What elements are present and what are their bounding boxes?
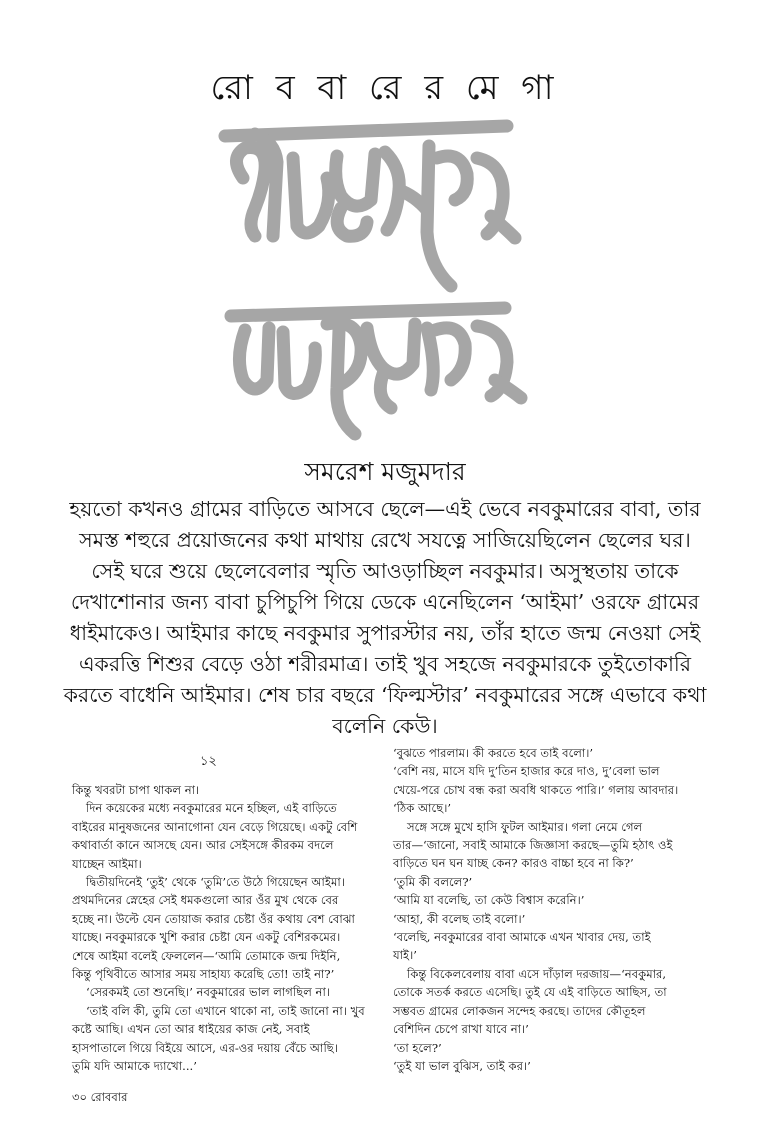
- body-line: যাচ্ছে। নবকুমারকে খুশি করার চেষ্টা যেন একটু বেশিরকমের।: [72, 930, 341, 945]
- body-line: কিন্তু খবরটা চাপা থাকল না।: [72, 783, 200, 797]
- title-calligraphy: [215, 118, 535, 448]
- author-name: সমরেশ মজুমদার: [304, 457, 466, 486]
- body-line: বাড়িতে ঘন ঘন যাচ্ছ কেন? কারও বাচ্চা হবে না কি?’: [393, 856, 634, 871]
- body-line: তার—‘জানো, সবাই আমাকে জিজ্ঞাসা করছে—তুমি হঠাৎ ওই: [393, 838, 673, 853]
- body-line: যাচ্ছেন আইমা।: [72, 856, 142, 871]
- intro-paragraph: হয়তো কখনও গ্রামের বাড়িতে আসবে ছেলে—এই ভেবে নবকুমারের বাবা, তার সমস্ত শহুরে প্রয়োজনের কথা মাথায় রেখে সযত্নে সাজিয়েছিলেন ছেলের ঘর। সেই ঘরে শুয়ে ছেলেবেলার স্মৃতি আওড়াচ্ছিল নবকুমার। অসুস্থতায় তাকে দেখাশোনার জন্য বাবা চুপিচুপি গিয়ে ডেকে এনেছিলেন ‘আইমা’ ওরফে গ্রামের ধাইমাকেও। আইমার কাছে নবকুমার সুপারস্টার নয়, তাঁর হাতে জন্ম নেওয়া সেই একরত্তি শিশুর বেড়ে ওঠা শরীরমাত্র। তাই খুব সহজে নবকুমারকে তুইতোকারি করতে বাধেনি আইমার। শেষ চার বছরে ‘ফিল্মস্টার’ নবকুমারের সঙ্গে এভাবে কথা বলেনি কেউ।: [63, 497, 707, 738]
- body-line: ‘সেরকমই তো শুনেছি।’ নবকুমারের ভাল লাগছিল না।: [86, 985, 330, 1000]
- body-line: ‘ঠিক আছে।’: [393, 801, 452, 816]
- body-line: ‘আহা, কী বলেছ তাই বলো।’: [393, 911, 526, 926]
- body-line: খেয়ে-পরে চোখ বন্ধ করা অবধি থাকতে পারি।’ গলায় আবদার।: [393, 782, 679, 797]
- body-line: হচ্ছে না। উল্টে যেন তোয়াজ করার চেষ্টা ওঁর কথায় বেশ বোঝা: [72, 911, 355, 926]
- body-line: কষ্টে আছি। এখন তো আর ধাইয়ের কাজ নেই, সবাই: [72, 1022, 310, 1037]
- page-folio: ৩০ রোববার: [72, 1090, 128, 1104]
- body-line: ‘তুই যা ভাল বুঝিস, তাই কর।’: [393, 1058, 531, 1073]
- body-line: ‘তাই বলি কী, তুমি তো এখানে থাকো না, তাই জানো না। খুব: [86, 1003, 365, 1018]
- body-line: সঙ্গে সঙ্গে মুখে হাসি ফুটল আইমার। গলা নেমে গেল: [407, 819, 643, 834]
- body-line: কিন্তু বিকেলবেলায় বাবা এসে দাঁড়াল দরজায়—‘নবকুমার,: [407, 966, 667, 981]
- body-line: ‘আমি যা বলেছি, তা কেউ বিশ্বাস করেনি।’: [393, 893, 585, 908]
- body-line: তোকে সতর্ক করতে এসেছি। তুই যে এই বাড়িতে আছিস, তা: [393, 985, 667, 1000]
- body-line: দ্বিতীয়দিনেই ‘তুই’ থেকে ‘তুমি’তে উঠে গিয়েছেন আইমা।: [86, 875, 345, 890]
- body-line: প্রথমদিনের স্নেহের সেই ধমকগুলো আর ওঁর মুখ থেকে বের: [72, 893, 339, 908]
- body-line: কিন্তু পৃথিবীতে আসার সময় সাহায্য করেছি তো! তাই না?’: [72, 967, 335, 982]
- body-line: ‘বুঝতে পারলাম। কী করতে হবে তাই বলো।’: [393, 746, 594, 760]
- body-line: বেশিদিন চেপে রাখা যাবে না।’: [393, 1022, 529, 1037]
- body-line: যাই।’: [393, 948, 417, 963]
- title-logo: [215, 118, 535, 448]
- body-line: বাইরের মানুষজনের আনাগোনা যেন বেড়ে গিয়েছে। একটু বেশি: [72, 819, 358, 834]
- body-line: ‘তুমি কী বললে?’: [393, 874, 473, 889]
- body-line: হাসপাতালে গিয়ে বিইয়ে আসে, এর-ওর দয়ায় বেঁচে আছি।: [72, 1040, 338, 1055]
- body-line: ‘বলেছি, নবকুমারের বাবা আমাকে এখন খাবার দেয়, তাই: [393, 930, 651, 945]
- body-line: তুমি যদি আমাকে দ্যাখো...’: [72, 1059, 197, 1074]
- body-line: সম্ভবত গ্রামের লোকজন সন্দেহ করছে। তাদের কৌতূহল: [393, 1003, 646, 1018]
- body-line: কথাবার্তা কানে আসছে যেন। আর সেইসঙ্গে কীরকম বদলে: [72, 838, 334, 853]
- body-column-left: [72, 781, 402, 1076]
- section-kicker: রো ব বা রে র মে গা: [210, 68, 560, 108]
- body-line: ‘বেশি নয়, মাসে যদি দু’তিন হাজার করে দাও, দু’বেলা ভাল: [393, 764, 660, 779]
- body-line: ‘তা হলে?’: [393, 1040, 442, 1055]
- body-line: শেষে আইমা বলেই ফেললেন—‘আমি তোমাকে জন্ম দিইনি,: [72, 948, 341, 963]
- body-column-right: [393, 744, 738, 1075]
- chapter-number: ১২: [200, 754, 217, 769]
- body-line: দিন কয়েকের মধ্যে নবকুমারের মনে হচ্ছিল, এই বাড়িতে: [86, 801, 337, 816]
